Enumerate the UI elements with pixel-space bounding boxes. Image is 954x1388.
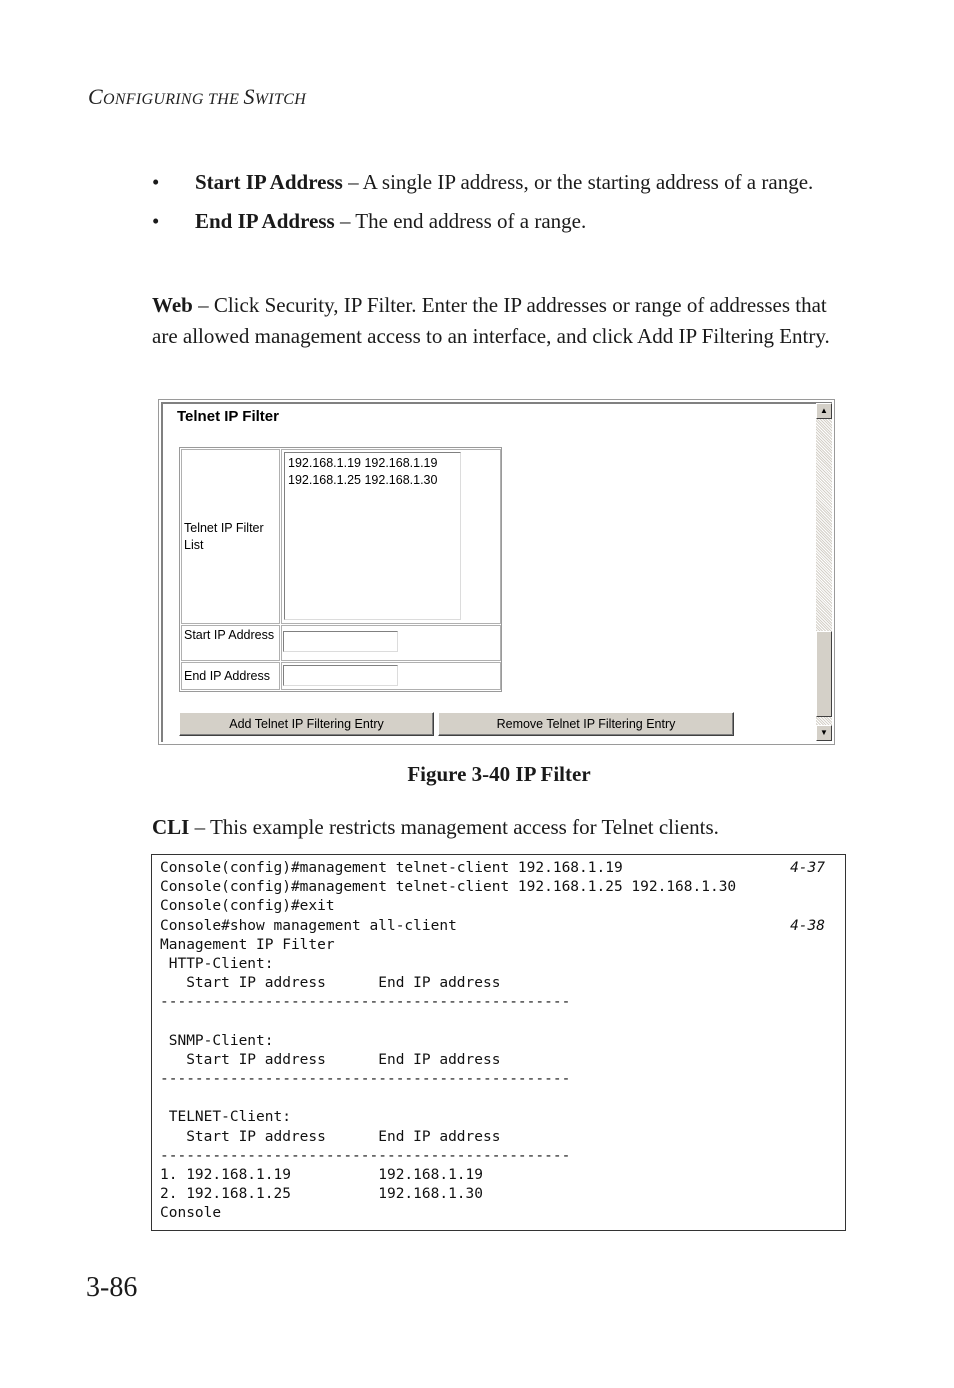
console-line: -----------------------------------------------: [160, 1071, 571, 1088]
web-text: – Click Security, IP Filter. Enter the IP addresses or range of addresses that are allowed management access to an interface, and click Add IP Filtering Entry.: [152, 293, 830, 348]
console-line: SNMP-Client:: [160, 1032, 274, 1049]
console-line: [160, 1013, 837, 1032]
add-filter-entry-button[interactable]: Add Telnet IP Filtering Entry: [179, 712, 434, 736]
remove-filter-entry-button[interactable]: Remove Telnet IP Filtering Entry: [438, 712, 734, 736]
page-reference: 4-38: [790, 917, 825, 934]
scrollbar-thumb[interactable]: [816, 631, 832, 717]
end-ip-label: End IP Address: [181, 662, 280, 690]
list-label: Telnet IP Filter List: [181, 449, 280, 624]
page-reference: 4-37: [790, 860, 825, 876]
console-line: Console(config)#management telnet-client 192.168.1.25 192.168.1.30: [160, 879, 737, 896]
list-item[interactable]: 192.168.1.25 192.168.1.30: [288, 473, 438, 487]
console-line: Start IP address End IP address: [160, 1128, 501, 1145]
console-line: Console(config)#exit: [160, 898, 335, 915]
figure-caption: Figure 3-40 IP Filter: [407, 762, 591, 786]
filter-form-table: [179, 447, 502, 692]
end-ip-input[interactable]: [283, 665, 398, 686]
start-ip-label: Start IP Address: [181, 625, 280, 661]
bullet-term: Start IP Address: [195, 170, 343, 194]
console-line: HTTP-Client:: [160, 955, 274, 972]
console-line: -----------------------------------------------: [160, 1147, 571, 1164]
bullet-dot: •: [152, 170, 160, 194]
console-line: Console(config)#management telnet-client 192.168.1.19 4-37: [160, 859, 837, 878]
console-line: 2. 192.168.1.25 192.168.1.30: [160, 1186, 484, 1203]
page-number: 3-86: [86, 1272, 138, 1303]
console-line: Start IP address End IP address: [160, 1051, 501, 1068]
start-ip-cell: [281, 625, 501, 661]
bullet-text: – The end address of a range.: [334, 209, 587, 233]
console-line: -----------------------------------------------: [160, 994, 571, 1011]
console-line: Start IP address End IP address: [160, 975, 501, 992]
list-item[interactable]: 192.168.1.19 192.168.1.19: [288, 456, 438, 470]
bullet-start-ip: [152, 167, 842, 198]
list-cell: [281, 449, 501, 624]
console-line: [160, 1089, 837, 1108]
start-ip-input[interactable]: [283, 631, 398, 652]
bullet-dot: •: [152, 209, 160, 233]
filter-listbox[interactable]: [284, 452, 461, 620]
screenshot-title: Telnet IP Filter: [177, 408, 279, 425]
web-lead: Web: [152, 293, 193, 317]
scroll-down-icon[interactable]: ▼: [816, 725, 832, 741]
cli-text: – This example restricts management access for Telnet clients.: [189, 815, 719, 839]
console-output: [151, 854, 846, 1231]
running-head: CONFIGURING THE SWITCH: [88, 84, 307, 109]
console-line: Console: [160, 1205, 222, 1222]
bullet-end-ip: [152, 206, 842, 237]
console-line: 1. 192.168.1.19 192.168.1.19: [160, 1167, 484, 1183]
console-line: Console#show management all-client 4-38: [160, 917, 837, 936]
vertical-scrollbar[interactable]: [816, 403, 832, 741]
scroll-up-icon[interactable]: ▲: [816, 403, 832, 419]
ip-filter-screenshot: [158, 399, 835, 745]
bullet-term: End IP Address: [195, 209, 335, 233]
end-ip-cell: [281, 662, 501, 690]
console-line: Management IP Filter: [160, 936, 335, 953]
web-paragraph: [152, 290, 842, 352]
bullet-list: [152, 167, 842, 245]
cli-lead: CLI: [152, 815, 190, 839]
console-line: TELNET-Client:: [160, 1109, 291, 1126]
bullet-text: – A single IP address, or the starting address of a range.: [342, 170, 814, 194]
cli-paragraph: [152, 812, 842, 843]
